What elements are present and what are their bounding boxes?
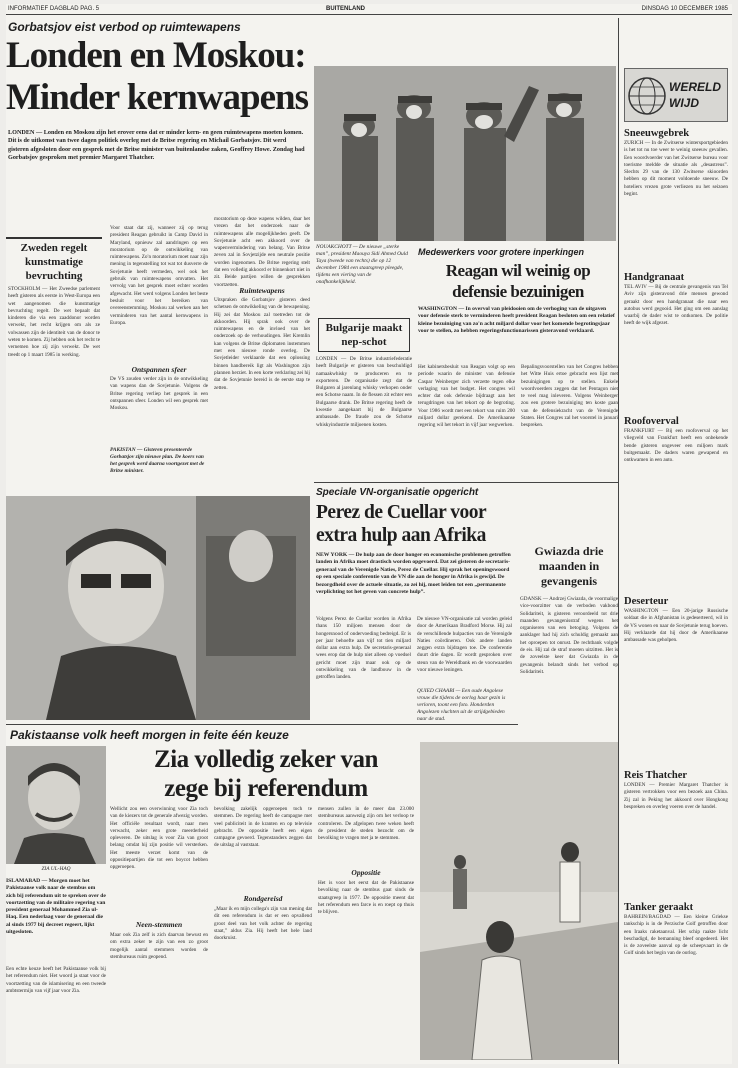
- zia-col1: Wellicht zou een overwinning voor Zia toch van de kiezers tot de generale afwezig worden. Het officiële resultaat wordt, naar men verwacht, zeker een grote meerderheid opleveren. De uitslag is voor Zia van groot belang omdat hij zijn positie wil versterken. Het meeste verzet komt van de oppositiepartijen die tot een boycot hebben opgeroepen.: [110, 806, 208, 871]
- sidebar-head-4: Deserteur: [624, 596, 669, 607]
- gorbatsjov-col1: Voor staat dat zij, wanneer zij op terug president Reagan gebruikt in Camp David in Maryland, opnieuw zal aandringen op een moratorium op de ontwikkeling van ruimtewapens. Zo'n moratorium moet naar zijn mening in tegenstelling tot wat tot dusverre de Sovjetunie heeft vermeden, wel ook het gebruik van ruimtewapens omvatten. Het vervolg van het gesprek moet echter worden afgewacht. Het werd volgens Londen het beste besluit voor het bereiken van overeenstemming. Moskou zal werken aan het verminderen van het aantal kernwapens in Europa.: [110, 225, 208, 326]
- soldiers-photo: [314, 66, 616, 241]
- zia-kicker: Pakistaanse volk heeft morgen in feite één keuze: [10, 728, 289, 742]
- zweden-headline: Zweden regelt kunstmatige bevruchting: [20, 242, 88, 282]
- sidebar-text-2: TEL AVIV — Bij de centrale gevangenis van Tel Aviv zijn gisteravond drie mensen gewond geraakt door een handgranaat die naar een autobus werd gegooid. Het ging om een aanslag waarbij de dader wist te ontkomen. De politie heeft de wijk afgezet.: [624, 284, 728, 327]
- sidebar: [624, 128, 728, 1064]
- gwiazda-text: GDANSK — Andrzej Gwiazda, de voormalige vice-voorzitter van de verboden vakbond Solidariteit, is gisteren veroordeeld tot drie maanden gevangenisstraf wegens het organiseren van een betoging. Volgens de aanklager had hij zich schuldig gemaakt aan het oproepen tot onrust. De rechtbank volgde de eis. Hij zal de straf moeten uitzitten. Het is de zoveelste keer dat Gwiazda in de gevangenis belandt sinds het verbod op Solidariteit.: [520, 596, 618, 675]
- perez-rule: [314, 482, 618, 483]
- gorbatsjov-col1b: De VS zouden verder zijn in de ontwikkeling van wapens dan de Sovjetunie. Volgens de Britse regering verliep het gesprek in een ontspannen sfeer. Londen wil een gesprek met Moskou.: [110, 376, 208, 412]
- gorbatsjov-lead: LONDEN — Londen en Moskou zijn het erover eens dat er minder kern- en geen ruimtewapens moeten komen. Dit is de uitkomst van twee dagen politiek overleg met de Britse regering en Michail Gorbatsjov. Dit werd gisteren afgesloten door een gesprek met de Britse minister van buitenlandse zaken, Geoffrey Howe. Zondag had Gorbatsjov gesproken met premier Margaret Thatcher.: [8, 129, 305, 161]
- gorbatsjov-col2b: Uitspraken die Gorbatsjov gisteren deed schetsen de ontwikkeling van de bewapening. Hij zei dat Moskou zal toetreden tot de akkoorden. Hij sprak ook over de ruimtewapens en de invloed van het onderzoek op de verhoudingen. Het Kremlin kan volgens de Britse diplomaten instemmen met een nieuwe ronde overleg. De Sovjetleider verklaarde dat een oplossing binnen handbereik ligt als Washington zijn plannen herziet. In een korte verklaring zei hij dat de Sovjetunie bereid is de eerste stap te zetten.: [214, 297, 310, 391]
- bulgarije-photo-caption: NOUAKCHOTT — De nieuwe „sterke man”, president Maouya Sidi Ahmed Ould Taya (tweede van rechts) die op 12 december 1984 een staatsgreep pleegde, tijdens een viering van de onafhankelijkheid.: [316, 244, 408, 285]
- perez-headline-2: extra hulp aan Afrika: [316, 525, 486, 546]
- wereld-wijd-logo: [624, 68, 728, 122]
- zia-col3: mensen zullen in de meer dan 23.000 stembureaus aanwezig zijn om het verloop te controleren. De afgelopen twee weken heeft de president de steden bezocht om de bevolking te vragen met ja te stemmen.: [318, 806, 414, 842]
- soldiers-illustration: [314, 66, 616, 241]
- zia-subhead-1: Neen-stemmen: [135, 920, 183, 929]
- header-section: BUITENLAND: [326, 6, 365, 12]
- zia-rule: [6, 724, 518, 725]
- bulgarije-text: LONDEN — De Britse industriefederatie heeft Bulgarije er gisteren van beschuldigd namaakwhisky te produceren en te exporteren. De organisatie zegt dat de Bulgaren al jarenlang whisky verkopen onder een Schotse naam. In de flessen zit echter een Bulgaarse drank. De Britse regering heeft de kwestie aangekaart bij de Bulgaarse ambassade. De fraude zou de Schotse whiskyindustrie miljoenen kosten.: [316, 356, 412, 428]
- perez-portrait-photo: [6, 496, 310, 720]
- wereld-wijd-title: WERELD WIJD: [669, 80, 721, 110]
- zia-col3b: Het is voor het eerst dat de Pakistaanse bevolking naar de stembus gaat sinds de staatsgreep in 1977. De oppositie meent dat het referendum een farce is en roept op thuis te blijven.: [318, 880, 414, 916]
- reagan-col1: Het kabinetsbesluit van Reagan volgt op een periode waarin de minister van defensie Caspar Weinberger zich verzette tegen elke verlaging van het budget. Het congres wil echter dat ook defensie bijdraagt aan het terugdringen van het tekort op de begroting. Voor 1986 wordt met een tekort van ruim 200 miljard dollar gerekend. De Amerikaanse regering wil het tekort in vijf jaar wegwerken.: [418, 364, 515, 429]
- gorbatsjov-headline-2: Minder kernwapens: [6, 77, 308, 118]
- zia-photo: [6, 746, 106, 864]
- reagan-headline: Reagan wil weinig op defensie bezuinigen: [445, 261, 591, 301]
- header-left: INFORMATIEF DAGBLAD PAG. 5: [8, 6, 100, 12]
- gwiazda-headline: Gwiazda drie maanden in gevangenis: [534, 544, 604, 588]
- zia-col2b: „Maar ik en mijn collega's zijn van mening dat dit een referendum is dat er een opvallend groot deel van het volk achter de regering staat,” aldus Zia. Hij heeft het hele land doorkruist.: [214, 906, 312, 942]
- reagan-kicker: Medewerkers voor grotere inperkingen: [418, 247, 585, 257]
- zia-illustration: [6, 746, 106, 864]
- page-header: [6, 4, 732, 15]
- zia-subhead-3: Oppositie: [351, 868, 381, 877]
- gorbatsjov-headline-1: Londen en Moskou:: [6, 35, 306, 76]
- zweden-text: STOCKHOLM — Het Zweedse parlement heeft gisteren als eerste in West-Europa een wet aangenomen die kunstmatige bevruchting regelt. De wet bepaalt dat kinderen die via een zaaddonor worden verwekt, het recht krijgen om als ze volwassen zijn de identiteit van de donor te weten te komen. Zij hebben ook het recht te vernemen hoe zij zijn verwekt. De wet treedt op 1 maart 1985 in werking.: [8, 286, 100, 358]
- gorbatsjov-caption: PAKISTAN — Gisteren presenteerde Gorbatsjov zijn nieuwe plan. De koers van het gesprek werd daarna voortgezet met de Britse minister.: [110, 447, 205, 474]
- zia-col2: bevolking zakelijk opgeroepen toch te stemmen. De regering heeft de campagne met veel publiciteit in de kranten en op televisie gebracht. De oppositie heeft een eigen campagne gevoerd. Tegenstanders zeggen dat de uitslag al vaststaat.: [214, 806, 312, 849]
- zia-subhead-2: Rondgereisd: [243, 894, 283, 903]
- angola-caption: QUIED CHAABI — Een oude Angolese vrouw die tijdens de oorlog haar gezin is verloren, toont een foto. Honderden Angolezen vluchten uit de strijdgebieden naar de stad.: [417, 688, 506, 722]
- perez-lead: NEW YORK — De hulp aan de door honger en economische problemen getroffen landen in Afrika moet drastisch worden opgevoerd. Dat zei gisteren de secretaris-generaal van de Verenigde Naties, Perez de Cuellar. Hij sprak het openingswoord op een speciale conferentie van de VN die aan de honger in Afrika is gewijd. De bezorgdheid over de actuele situatie, zo zei hij, moet leiden tot een „permanente verplichting tot het geven van concrete hulp”.: [316, 552, 511, 596]
- perez-headline-1: Perez de Cuellar voor: [316, 502, 487, 523]
- reagan-col2: Bepalingsvoorstellen van het Congres hebben het Witte Huis ertoe gebracht een lijst met bezuinigingen op te stellen. Enkele woordvoerders zeggen dat het Pentagon niet te veel mag inleveren. Volgens Weinberger zou een grotere bezuiniging ten koste gaan van de defensiekracht van de Verenigde Staten. Het Congres zal het voorstel in januari bespreken.: [521, 364, 618, 429]
- zia-col1b: Maar ook Zia zelf is zich daarvan bewust en om extra zeker te zijn van een zo groot mogelijk aantal stemmers worden de stembureaus ruim geopend.: [110, 932, 208, 960]
- sidebar-head-3: Roofoverval: [624, 416, 679, 427]
- sidebar-text-5: LONDEN — Premier Margaret Thatcher is gisteren vertrokken voor een bezoek aan China. Zij zal in Peking het akkoord over Hongkong bespreken en overleg voeren over de handel.: [624, 782, 728, 810]
- sidebar-text-4: WASHINGTON — Een 20-jarige Russische soldaat die in Afghanistan is gedeserteerd, wil in de VS wonen en naar de Sovjetunie terug hoeven. Hij verklaarde dat hij door de Amerikaanse ambassade was geholpen.: [624, 608, 728, 644]
- sidebar-text-1: ZÜRICH — In de Zwitserse wintersportgebieden is het tot nu toe weer te weinig sneeuw gevallen. Een woordvoerder van het Zwitserse bureau voor toerisme meldde de situatie als „desastreus”. Slechts 29 van de 130 Zwitserse skioorden hebben op dit moment voldoende sneeuw. De hoteliers vrezen grote verliezen nu het seizoen begint.: [624, 140, 728, 198]
- reagan-lead: WASHINGTON — In overvol van pleidooien om de verhoging van de uitgaven voor defensie sterk te verminderen heeft president Reagan besloten om een relatief kleine bezuiniging van zo'n acht miljard dollar voor het komende begrotingsjaar voor te stellen, zo hebben regeringsfunctionarissen gisteravond verklaard.: [418, 306, 615, 335]
- gorbatsjov-col2: moratorium op deze wapens wilden, daar het vrezen dat het onderzoek naar de ruimtewapens alle mogelijkheden geeft. De Sovjetunie acht een akkoord over de wapenvermindering van belang. Van Britse zeven zal in Sovjetzijde een neutrale positie worden ingenomen. De Britse regering stelt dat een volledig akkoord er binnenkort niet in zit. Beide partijen willen de gesprekken voortzetten.: [214, 216, 310, 286]
- sidebar-text-6: BAHREIN/BAGDAD — Een kleine Griekse tankschip is in de Perzische Golf getroffen door een Iraaks raketaanval. Het schip raakte licht beschadigd, de bemanning bleef ongedeerd. Het is de zoveelste aanval op de scheepvaart in de Golf sinds het begin van de oorlog.: [624, 914, 728, 957]
- gorbatsjov-subhead-2: Ruimtewapens: [239, 286, 285, 295]
- sidebar-head-2: Handgranaat: [624, 272, 685, 283]
- zia-headline-2: zege bij referendum: [164, 775, 368, 802]
- sidebar-rule: [618, 18, 619, 1064]
- portrait-illustration: [6, 496, 310, 720]
- zia-lead: ISLAMABAD — Morgen moet het Pakistaanse volk naar de stembus om zich bij referendum uit te spreken over de voortzetting van de militaire regering van president generaal Mohammed Zia ul-Haq. Een nederlaag voor de generaal die al sinds 1977 bij decreet regeert, lijkt uitgesloten.: [6, 878, 106, 936]
- header-date: DINSDAG 10 DECEMBER 1985: [641, 6, 728, 12]
- sidebar-head-6: Tanker geraakt: [624, 902, 694, 913]
- angola-photo: [420, 742, 618, 1060]
- zia-col0: Een echte keuze heeft het Pakistaanse volk bij het referendum niet. Het woord ja staat voor de voortzetting van de islamisering en een tweede ambtstermijn van vijf jaar voor Zia.: [6, 966, 106, 994]
- zia-headline-1: Zia volledig zeker van: [154, 746, 378, 773]
- zia-photo-caption: ZIA UL-HAQ: [41, 866, 71, 872]
- perez-col2: De nieuwe VN-organisatie zal worden geleid door de Amerikaan Bradford Morse. Hij zal de verschillende hulpacties van de Verenigde Naties coördineren. Ook andere landen zeggen extra bijdragen toe. De conferentie duurt drie dagen. Er wordt gesproken over steun van de Wereldbank en de voorwaarden voor nieuwe leningen.: [417, 616, 512, 674]
- gorbatsjov-subhead-1: Ontspannen sfeer: [131, 365, 187, 374]
- perez-kicker: Speciale VN-organisatie opgericht: [316, 487, 479, 498]
- bulgarije-headline: Bulgarije maakt nep-schot: [318, 318, 410, 352]
- perez-col1: Volgens Perez de Cuellar worden in Afrika thans 150 miljoen mensen door de hongersnood of ondervoeding bedreigd. Er is per jaar behoefte aan vijf tot tien miljard dollar aan extra hulp. De secretaris-generaal wees erop dat de hulp niet alleen op voedsel gericht moet zijn maar ook op de ontwikkeling van de landbouw in de getroffen landen.: [316, 616, 411, 681]
- angola-illustration: [420, 742, 618, 1060]
- sidebar-head-5: Reis Thatcher: [624, 770, 688, 781]
- gorbatsjov-kicker: Gorbatsjov eist verbod op ruimtewapens: [8, 20, 241, 34]
- sidebar-text-3: FRANKFURT — Bij een roofoverval op het vliegveld van Frankfurt heeft een onbekende bende gisteren ongeveer een miljoen mark buitgemaakt. De daders waren gewapend en ontkwamen in een auto.: [624, 428, 728, 464]
- sidebar-head-1: Sneeuwgebrek: [624, 128, 690, 139]
- newspaper-page: [6, 4, 732, 1064]
